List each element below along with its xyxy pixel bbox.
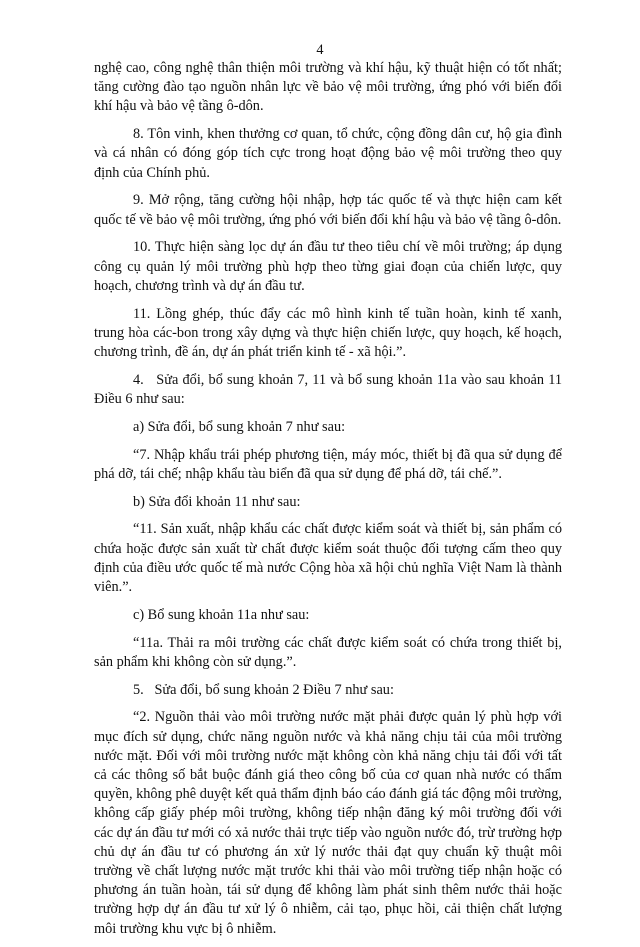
- paragraph-sub-a: a) Sửa đổi, bổ sung khoản 7 như sau:: [133, 418, 346, 435]
- paragraph-quote-7: “7. Nhập khẩu trái phép phương tiện, máy móc, thiết bị đã qua sử dụng để phá dỡ, tái chế; nhập khẩu tàu biển đã qua sử dụng để phá dỡ, tái chế.”.: [94, 446, 562, 482]
- paragraph-amendment-4: 4. Sửa đổi, bổ sung khoản 7, 11 và bổ sung khoản 11a vào sau khoản 11 Điều 6 như sau:: [94, 371, 562, 408]
- paragraph-item-11: 11. Lồng ghép, thúc đẩy các mô hình kinh tế tuần hoàn, kinh tế xanh, trung hòa các-bon trong xây dựng và thực hiện chiến lược, quy hoạch, kế hoạch, chương trình, đề án, dự án phát triển kinh tế - xã hội.”.: [94, 305, 562, 361]
- paragraph-sub-c: c) Bổ sung khoản 11a như sau:: [133, 606, 310, 623]
- paragraph-quote-11: “11. Sản xuất, nhập khẩu các chất được kiểm soát và thiết bị, sản phẩm có chứa hoặc được sản xuất từ chất được kiểm soát thuộc đối tượng cấm theo quy định của điều ước quốc tế mà nước Cộng hòa xã hội chủ nghĩa Việt Nam là thành viên.”.: [94, 521, 562, 596]
- paragraph-sub-b: b) Sửa đổi khoản 11 như sau:: [133, 493, 301, 510]
- page-number: 4: [316, 42, 324, 58]
- paragraph-amendment-5: 5. Sửa đổi, bổ sung khoản 2 Điều 7 như sau:: [133, 681, 394, 698]
- paragraph-quote-11a: “11a. Thải ra môi trường các chất được kiểm soát có chứa trong thiết bị, sản phẩm khi không còn sử dụng.”.: [94, 634, 562, 670]
- paragraph-item-8: 8. Tôn vinh, khen thưởng cơ quan, tổ chức, cộng đồng dân cư, hộ gia đình và cá nhân có đóng góp tích cực trong hoạt động bảo vệ môi trường theo quy định của Chính phủ.: [94, 126, 562, 181]
- paragraph-item-10: 10. Thực hiện sàng lọc dự án đầu tư theo tiêu chí về môi trường; áp dụng công cụ quản lý môi trường phù hợp theo từng giai đoạn của chiến lược, quy hoạch, chương trình và dự án đầu tư.: [94, 239, 562, 294]
- document-body: [94, 59, 562, 947]
- paragraph-item-9: 9. Mở rộng, tăng cường hội nhập, hợp tác quốc tế và thực hiện cam kết quốc tế về bảo vệ môi trường, ứng phó với biến đổi khí hậu và bảo vệ tầng ô-dôn.: [94, 192, 562, 228]
- paragraph-quote-2: “2. Nguồn thải vào môi trường nước mặt phải được quản lý phù hợp với mục đích sử dụng, chức năng nguồn nước và khả năng chịu tải của môi trường nước mặt. Đối với môi trường nước mặt không còn khả năng chịu tải đối với tất cả các thông số bắt buộc đánh giá theo công bố của cơ quan nhà nước có thẩm quyền, không phê duyệt kết quả thẩm định báo cáo đánh giá tác động môi trường, không cấp giấy phép môi trường, không tiếp nhận đăng ký môi trường đối với các dự án đầu tư mới có xả nước thải trực tiếp vào nguồn nước đó, trừ trường hợp chủ dự án đầu tư có phương án xử lý nước thải đạt quy chuẩn kỹ thuật môi trường về chất lượng nước mặt trước khi thải vào môi trường tiếp nhận hoặc có phương án tuần hoàn, tái sử dụng để không làm phát sinh thêm nước thải hoặc trường hợp dự án đầu tư xử lý ô nhiễm, cải tạo, phục hồi, cải thiện chất lượng môi trường khu vực bị ô nhiễm.: [94, 709, 563, 937]
- paragraph-continuation: nghệ cao, công nghệ thân thiện môi trường và khí hậu, kỹ thuật hiện có tốt nhất; tăng cường đào tạo nguồn nhân lực về bảo vệ môi trường, ứng phó với biến đổi khí hậu và bảo vệ tầng ô-dôn.: [94, 60, 562, 115]
